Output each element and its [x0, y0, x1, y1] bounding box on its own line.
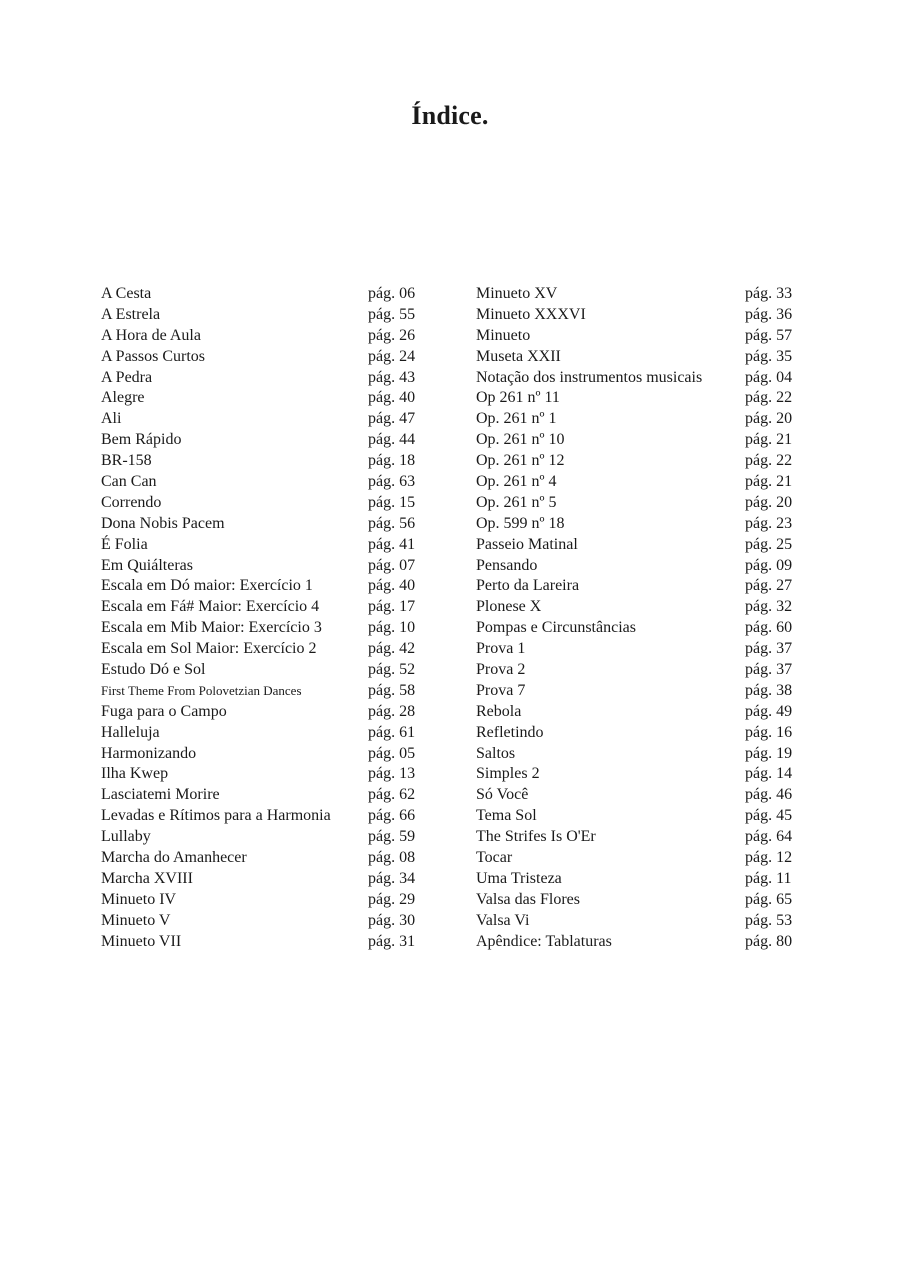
index-entry [476, 890, 800, 911]
entry-title: Minueto V [101, 911, 171, 929]
entry-title: Prova 1 [476, 640, 526, 658]
entry-page-number: pág. 61 [368, 723, 416, 741]
entry-page-number: pág. 52 [368, 661, 416, 679]
index-entry [476, 618, 800, 639]
entry-page-number: pág. 43 [368, 368, 416, 386]
entry-title: Op. 261 nº 12 [476, 452, 565, 470]
entry-title: Valsa das Flores [476, 890, 580, 908]
entry-title: First Theme From Polovetzian Dances [101, 682, 302, 698]
index-entry [101, 409, 425, 430]
entry-page-number: pág. 12 [745, 849, 793, 867]
entry-page-number: pág. 44 [368, 431, 416, 449]
index-entry [476, 639, 800, 660]
index-entry [476, 409, 800, 430]
entry-page-number: pág. 55 [368, 305, 416, 323]
entry-page-number: pág. 06 [368, 285, 416, 302]
entry-page-number: pág. 29 [368, 890, 416, 908]
entry-title: A Estrela [101, 305, 161, 323]
index-entry [101, 326, 425, 347]
index-entry [101, 681, 425, 702]
entry-title: Escala em Sol Maior: Exercício 2 [101, 640, 317, 658]
entry-page-number: pág. 30 [368, 911, 416, 929]
index-entry [101, 932, 425, 953]
entry-title: Perto da Lareira [476, 577, 580, 595]
page-title: Índice. [411, 101, 489, 131]
entry-page-number: pág. 18 [368, 452, 416, 470]
index-entry [476, 597, 800, 618]
index-entry [476, 660, 800, 681]
entry-title: Marcha do Amanhecer [101, 849, 247, 867]
entry-page-number: pág. 04 [745, 368, 793, 386]
entry-title: Op. 261 nº 4 [476, 473, 557, 491]
index-entry [476, 764, 800, 785]
entry-page-number: pág. 34 [368, 869, 416, 887]
entry-page-number: pág. 63 [368, 473, 416, 491]
index-entry [101, 535, 425, 556]
entry-title: Escala em Fá# Maior: Exercício 4 [101, 598, 320, 616]
index-entry [476, 388, 800, 409]
index-entry [476, 347, 800, 368]
entry-page-number: pág. 23 [745, 514, 793, 532]
index-entry [101, 388, 425, 409]
entry-page-number: pág. 07 [368, 556, 416, 574]
entry-page-number: pág. 36 [745, 305, 793, 323]
entry-page-number: pág. 64 [745, 828, 793, 846]
entry-title: Notação dos instrumentos musicais [476, 368, 703, 386]
index-entry [476, 368, 800, 389]
entry-page-number: pág. 22 [745, 389, 793, 407]
entry-page-number: pág. 17 [368, 598, 416, 616]
entry-title: Plonese X [476, 598, 542, 616]
index-entry [101, 493, 425, 514]
entry-title: Op. 599 nº 18 [476, 514, 565, 532]
entry-page-number: pág. 80 [745, 932, 793, 950]
entry-title: Alegre [101, 389, 145, 407]
index-entry [476, 514, 800, 535]
entry-page-number: pág. 47 [368, 410, 416, 428]
entry-title: Tema Sol [476, 807, 537, 825]
entry-page-number: pág. 16 [745, 723, 793, 741]
index-entry [476, 869, 800, 890]
entry-page-number: pág. 37 [745, 661, 793, 679]
index-entry [101, 764, 425, 785]
entry-page-number: pág. 27 [745, 577, 793, 595]
index-entry [476, 305, 800, 326]
index-entry [476, 723, 800, 744]
entry-title: Estudo Dó e Sol [101, 661, 206, 679]
entry-title: Op. 261 nº 5 [476, 493, 557, 511]
entry-page-number: pág. 45 [745, 807, 793, 825]
entry-page-number: pág. 08 [368, 849, 416, 867]
entry-page-number: pág. 56 [368, 514, 416, 532]
index-entry [476, 785, 800, 806]
entry-page-number: pág. 21 [745, 473, 793, 491]
index-entry [101, 368, 425, 389]
index-entry [101, 284, 425, 305]
index-entry [101, 430, 425, 451]
index-entry [101, 806, 425, 827]
entry-title: Simples 2 [476, 765, 540, 783]
index-entry [101, 785, 425, 806]
entry-page-number: pág. 65 [745, 890, 793, 908]
index-entry [101, 305, 425, 326]
entry-title: Minueto IV [101, 890, 177, 908]
entry-page-number: pág. 20 [745, 493, 793, 511]
entry-title: A Pedra [101, 368, 153, 386]
entry-title: Refletindo [476, 723, 544, 741]
entry-title: Apêndice: Tablaturas [476, 932, 612, 950]
entry-page-number: pág. 15 [368, 493, 416, 511]
index-entry [476, 556, 800, 577]
index-entry [476, 430, 800, 451]
entry-page-number: pág. 57 [745, 326, 793, 344]
entry-page-number: pág. 05 [368, 744, 416, 762]
index-column-left [101, 284, 425, 953]
index-entry [476, 827, 800, 848]
entry-title: Bem Rápido [101, 431, 182, 449]
entry-title: Escala em Dó maior: Exercício 1 [101, 577, 313, 595]
entry-page-number: pág. 33 [745, 285, 793, 302]
entry-title: Rebola [476, 702, 522, 720]
entry-title: The Strifes Is O'Er [476, 828, 596, 846]
index-entry [101, 347, 425, 368]
index-entry [476, 702, 800, 723]
entry-page-number: pág. 19 [745, 744, 793, 762]
index-entry [476, 848, 800, 869]
index-entry [101, 576, 425, 597]
entry-title: Marcha XVIII [101, 869, 193, 887]
index-entry [476, 932, 800, 953]
entry-title: É Folia [101, 535, 148, 553]
index-entry [101, 597, 425, 618]
index-entry [101, 744, 425, 765]
entry-page-number: pág. 26 [368, 326, 416, 344]
entry-title: Op. 261 nº 1 [476, 410, 557, 428]
entry-page-number: pág. 32 [745, 598, 793, 616]
index-entry [476, 911, 800, 932]
entry-page-number: pág. 25 [745, 535, 793, 553]
index-entry [476, 744, 800, 765]
entry-title: Ali [101, 410, 122, 428]
entry-page-number: pág. 14 [745, 765, 793, 783]
index-entry [101, 618, 425, 639]
entry-title: Só Você [476, 786, 529, 804]
entry-page-number: pág. 46 [745, 786, 793, 804]
index-entry [476, 493, 800, 514]
entry-page-number: pág. 10 [368, 619, 416, 637]
entry-page-number: pág. 60 [745, 619, 793, 637]
entry-title: Minueto VII [101, 932, 182, 950]
entry-page-number: pág. 42 [368, 640, 416, 658]
entry-page-number: pág. 59 [368, 828, 416, 846]
entry-title: Fuga para o Campo [101, 702, 227, 720]
index-entry [101, 639, 425, 660]
index-entry [476, 535, 800, 556]
entry-title: Em Quiálteras [101, 556, 193, 574]
index-entry [476, 472, 800, 493]
entry-page-number: pág. 40 [368, 577, 416, 595]
entry-title: Minueto [476, 326, 531, 344]
entry-page-number: pág. 41 [368, 535, 416, 553]
entry-page-number: pág. 09 [745, 556, 793, 574]
entry-page-number: pág. 22 [745, 452, 793, 470]
entry-page-number: pág. 62 [368, 786, 416, 804]
entry-page-number: pág. 58 [368, 681, 416, 699]
entry-title: Lullaby [101, 828, 151, 846]
entry-page-number: pág. 35 [745, 347, 793, 365]
entry-title: Pompas e Circunstâncias [476, 619, 636, 637]
index-entry [101, 556, 425, 577]
entry-title: Prova 7 [476, 681, 526, 699]
entry-title: A Cesta [101, 285, 152, 302]
entry-page-number: pág. 49 [745, 702, 793, 720]
index-entry [101, 911, 425, 932]
entry-page-number: pág. 37 [745, 640, 793, 658]
entry-title: BR-158 [101, 452, 152, 470]
entry-page-number: pág. 20 [745, 410, 793, 428]
entry-title: Escala em Mib Maior: Exercício 3 [101, 619, 322, 637]
entry-title: Minueto XXXVI [476, 305, 586, 323]
entry-title: Pensando [476, 556, 538, 574]
entry-title: Minueto XV [476, 285, 558, 302]
entry-title: Op 261 nº 11 [476, 389, 560, 407]
entry-page-number: pág. 13 [368, 765, 416, 783]
entry-page-number: pág. 11 [745, 869, 792, 887]
index-entry [101, 451, 425, 472]
entry-page-number: pág. 24 [368, 347, 416, 365]
entry-title: Levadas e Rítimos para a Harmonia [101, 807, 331, 825]
index-entry [476, 681, 800, 702]
entry-title: Tocar [476, 849, 513, 867]
entry-page-number: pág. 53 [745, 911, 793, 929]
entry-page-number: pág. 40 [368, 389, 416, 407]
entry-title: Uma Tristeza [476, 869, 562, 887]
index-entry [101, 660, 425, 681]
entry-page-number: pág. 21 [745, 431, 793, 449]
index-entry [101, 848, 425, 869]
index-entry [101, 890, 425, 911]
index-entry [476, 326, 800, 347]
index-column-right [476, 284, 800, 953]
entry-page-number: pág. 66 [368, 807, 416, 825]
entry-title: Dona Nobis Pacem [101, 514, 225, 532]
index-entry [476, 576, 800, 597]
entry-title: Halleluja [101, 723, 160, 741]
index-entry [476, 451, 800, 472]
entry-title: Correndo [101, 493, 162, 511]
entry-page-number: pág. 31 [368, 932, 416, 950]
index-entry [101, 827, 425, 848]
entry-page-number: pág. 28 [368, 702, 416, 720]
entry-title: Ilha Kwep [101, 765, 169, 783]
entry-page-number: pág. 38 [745, 681, 793, 699]
entry-title: Prova 2 [476, 661, 526, 679]
entry-title: Museta XXII [476, 347, 561, 365]
entry-title: Saltos [476, 744, 516, 762]
index-entry [101, 514, 425, 535]
index-entry [101, 702, 425, 723]
entry-title: Harmonizando [101, 744, 197, 762]
index-entry [101, 869, 425, 890]
entry-title: A Hora de Aula [101, 326, 201, 344]
entry-title: Op. 261 nº 10 [476, 431, 565, 449]
entry-title: A Passos Curtos [101, 347, 206, 365]
entry-title: Valsa Vi [476, 911, 530, 929]
index-entry [476, 284, 800, 305]
entry-title: Passeio Matinal [476, 535, 578, 553]
index-entry [101, 723, 425, 744]
entry-title: Can Can [101, 473, 157, 491]
index-entry [476, 806, 800, 827]
entry-title: Lasciatemi Morire [101, 786, 220, 804]
index-entry [101, 472, 425, 493]
